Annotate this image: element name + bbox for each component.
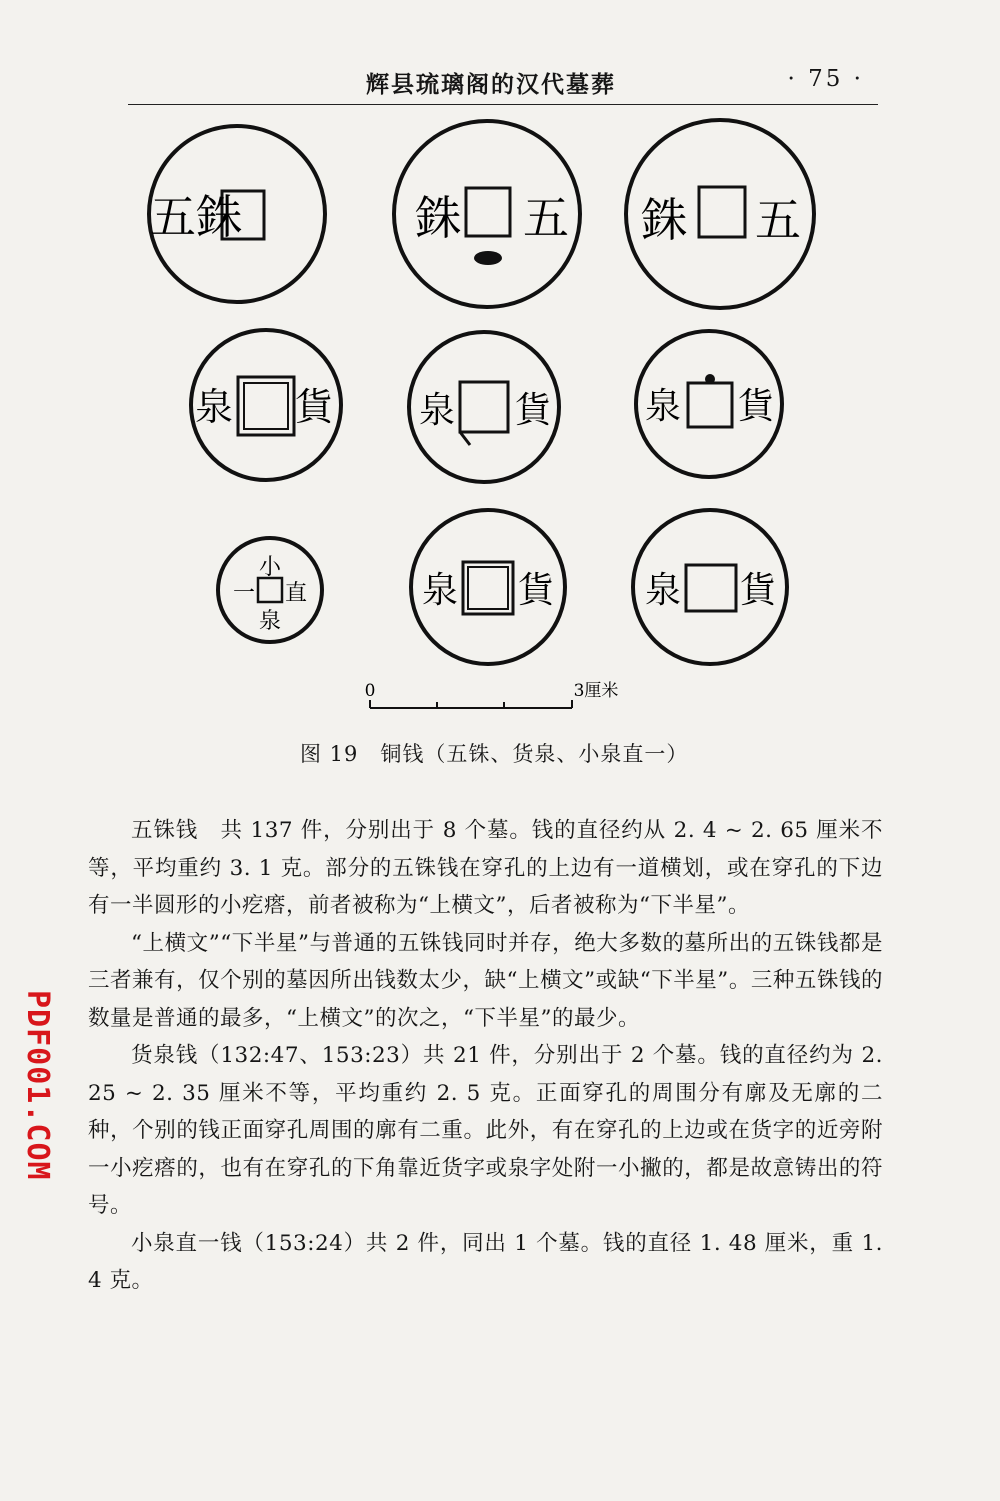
wuzhu-coin-2 (394, 121, 580, 307)
huoquan-coin-2 (409, 332, 559, 482)
scale-bar (365, 681, 619, 708)
body-text (88, 812, 883, 1300)
coin-glyph-zhu: 五銖 (150, 190, 242, 244)
coin-glyph-zhu: 銖 (415, 191, 461, 245)
scale-end-label: 3厘米 (573, 681, 619, 701)
page-number: · 75 · (787, 66, 864, 92)
paragraph-wuzhu-varieties: “上横文”“下半星”与普通的五铢钱同时并存，绝大多数的墓所出的五铢钱都是三者兼有，仅个别的墓因所出钱数太少，缺“上横文”或缺“下半星”。三种五铢钱的数量是普通的最多，“上横文”的次之，“下半星”的最少。 (88, 930, 883, 1031)
huoquan-coin-3 (636, 331, 782, 477)
scale-zero-label: 0 (364, 681, 376, 701)
paragraph-wuzhu: 五铢钱 共 137 件，分别出于 8 个墓。钱的直径约从 2. 4 ~ 2. 65 厘米不等，平均重约 3. 1 克。部分的五铢钱在穿孔的上边有一道横划，或在穿孔的下边有一半圆形的小疙瘩，前者被称为“上横文”，后者被称为“下半星”。 (88, 818, 883, 918)
coin-glyph-huo: 貨 (294, 385, 334, 429)
coin-glyph-quan: 泉 (194, 385, 234, 429)
coin-glyph-huo: 貨 (739, 570, 777, 611)
xiaoquan-zhiyi-coin (218, 538, 322, 642)
coin-glyph-quan: 泉 (644, 570, 682, 611)
coin-glyph-quan: 泉 (418, 390, 456, 431)
figure-caption: 图 19 铜钱（五铢、货泉、小泉直一） (300, 742, 689, 766)
coin-glyph-zhu: 銖 (641, 193, 687, 247)
paragraph-huoquan: 货泉钱（132:47、153:23）共 21 件，分别出于 2 个墓。钱的直径约为 2. 25 ~ 2. 35 厘米不等，平均重约 2. 5 克。正面穿孔的周围分有廓及无廓的二种，个别的钱正面穿孔周围的廓有二重。此外，有在穿孔的上边或在货字的近旁附一小疙瘩的，也有在穿孔的下角靠近货字或泉字处附一小撇的，都是故意铸出的符号。 (88, 1043, 883, 1218)
coin-glyph-quan: 泉 (644, 386, 682, 427)
coin-glyph-quan: 泉 (258, 609, 282, 634)
coin-glyph-xiao: 小 (258, 555, 282, 580)
coin-glyph-wu: 五 (523, 191, 569, 245)
coin-glyph-quan: 泉 (421, 570, 459, 611)
coin-glyph-wu: 五 (755, 193, 801, 247)
wuzhu-coin-1 (149, 126, 325, 302)
coin-glyph-huo: 貨 (514, 390, 552, 431)
wuzhu-coin-3 (626, 120, 814, 308)
coin-figure (0, 110, 1000, 810)
coin-glyph-huo: 貨 (737, 386, 775, 427)
paragraph-xiaoquan-zhiyi: 小泉直一钱（153:24）共 2 件，同出 1 个墓。钱的直径 1. 48 厘米，重 1. 4 克。 (88, 1230, 883, 1293)
huoquan-coin-5 (633, 510, 787, 664)
huoquan-coin-4 (411, 510, 565, 664)
running-title: 辉县琉璃阁的汉代墓葬 (366, 71, 616, 98)
page-header (128, 60, 878, 105)
huoquan-coin-1 (191, 330, 341, 480)
coin-glyph-huo: 貨 (517, 570, 555, 611)
coin-glyph-yi: 一 (232, 581, 256, 606)
watermark: PDF001.COM (20, 990, 55, 1181)
coin-glyph-zhi: 直 (284, 581, 308, 606)
